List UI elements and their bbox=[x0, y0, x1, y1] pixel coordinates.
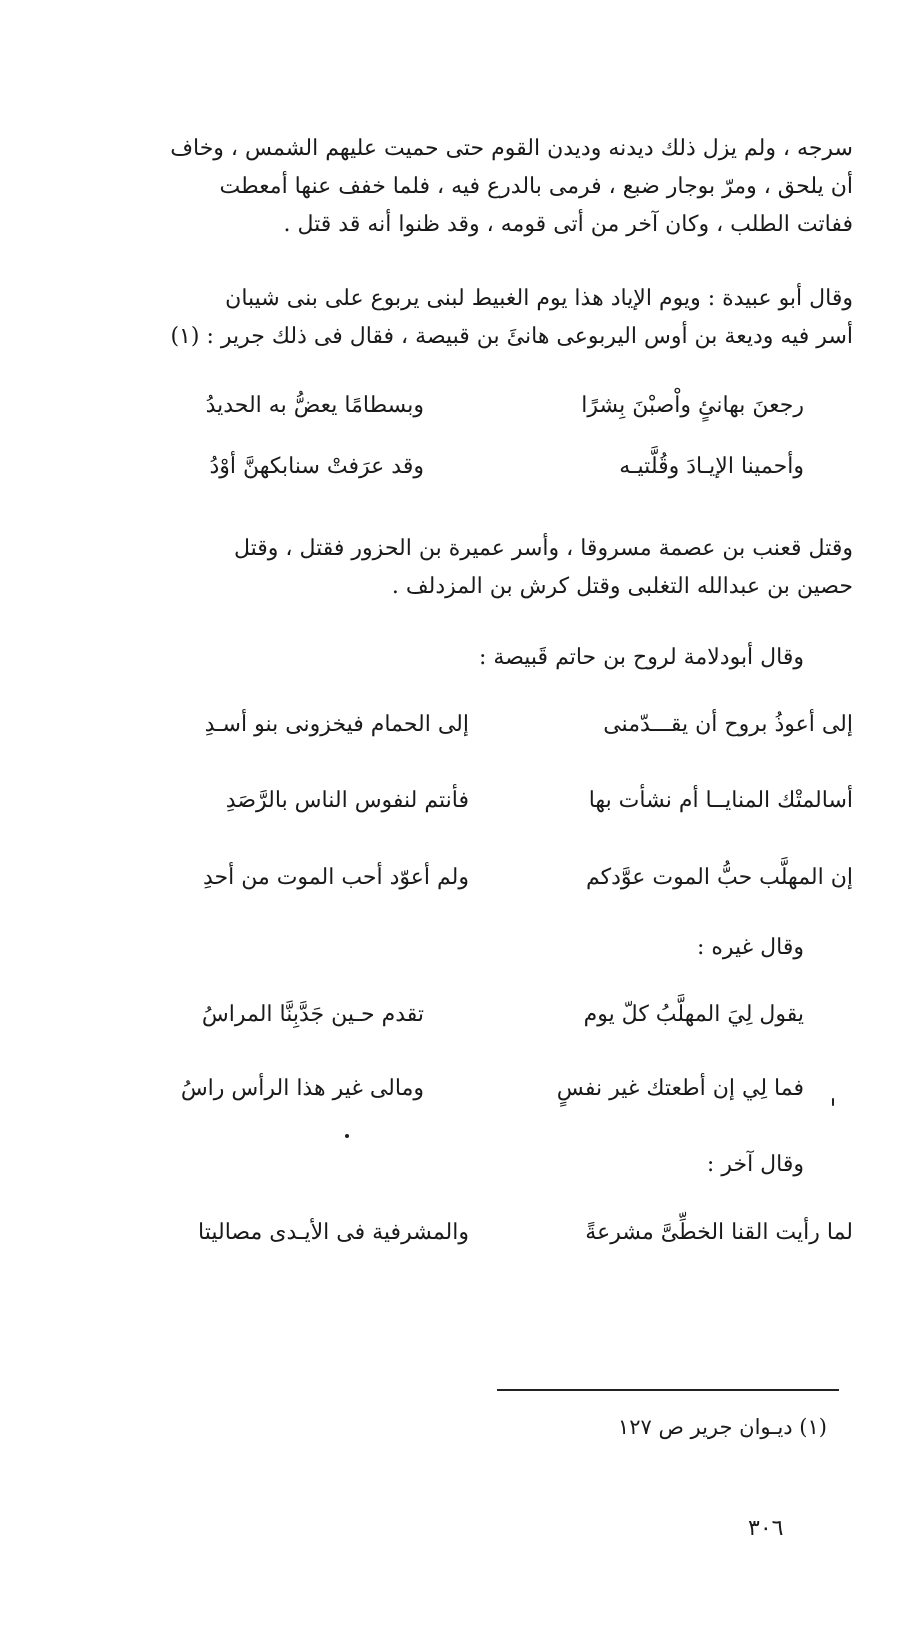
text-line: سرجه ، ولم يزل ذلك ديدنه وديدن القوم حتى حميت عليهم الشمس ، وخاف bbox=[170, 136, 853, 161]
verse-hemistich-second: وقد عرَفتْ سنابكهنَّ أوْدُ bbox=[209, 454, 424, 479]
verse-hemistich-first: إن المهلَّب حبُّ الموت عوَّدكم bbox=[585, 865, 853, 890]
verse-hemistich-second: فأنتم لنفوس الناس بالرَّصَدِ bbox=[225, 788, 469, 813]
verse-hemistich-second: تقدم حـين جَدَّبِنَّا المراسُ bbox=[201, 1002, 424, 1027]
verse-hemistich-second: والمشرفية فى الأيـدى مصاليتا bbox=[198, 1220, 469, 1245]
verse-line bbox=[0, 788, 909, 828]
verse-hemistich-first: إلى أعوذُ بروح أن يقـــدّمنى bbox=[603, 712, 853, 737]
verse-hemistich-second: ولم أعوّد أحب الموت من أحدِ bbox=[202, 865, 469, 890]
text-line: أسر فيه وديعة بن أوس اليربوعى هانئَ بن قبيصة ، فقال فى ذلك جرير : (١) bbox=[170, 324, 853, 349]
verse-line bbox=[0, 712, 909, 752]
page-number: ٣٠٦ bbox=[748, 1516, 784, 1541]
verse-hemistich-first: وأحمينا الإيـادَ وقُلَّتيـه bbox=[619, 454, 804, 479]
verse-line bbox=[0, 1002, 909, 1042]
paragraph-1 bbox=[78, 130, 853, 244]
ink-dot bbox=[345, 1134, 349, 1138]
verse-line bbox=[0, 393, 909, 433]
text-line: حصين بن عبدالله التغلبى وقتل كرش بن المزدلف . bbox=[391, 574, 853, 599]
paragraph-3 bbox=[78, 530, 853, 606]
text-line: ففاتت الطلب ، وكان آخر من أتى قومه ، وقد ظنوا أنه قد قتل . bbox=[283, 212, 853, 237]
verse-line bbox=[0, 865, 909, 905]
poem-intro: وقال أبودلامة لروح بن حاتم قَبيصة : bbox=[479, 645, 804, 670]
text-line: وقال أبو عبيدة : ويوم الإياد هذا يوم الغبيط لبنى يربوع على بنى شيبان bbox=[225, 286, 853, 311]
text-line: وقتل قعنب بن عصمة مسروقا ، وأسر عميرة بن الحزور فقتل ، وقتل bbox=[233, 536, 853, 561]
paragraph-2 bbox=[78, 280, 853, 356]
poem-intro: وقال غيره : bbox=[696, 935, 804, 960]
footnote-separator bbox=[497, 1389, 839, 1391]
verse-hemistich-first: رجعنَ بهانئٍ واْصبْنَ بِشرًا bbox=[581, 393, 804, 418]
verse-line bbox=[0, 1220, 909, 1260]
verse-hemistich-second: ومالى غير هذا الرأس راسُ bbox=[180, 1076, 424, 1101]
verse-line bbox=[0, 1076, 909, 1116]
poem-intro: وقال آخر : bbox=[706, 1152, 804, 1177]
verse-hemistich-first: لما رأيت القنا الخطِّىَّ مشرعةً bbox=[585, 1220, 853, 1245]
verse-hemistich-first: فما لِي إن أطعتك غير نفسٍ bbox=[556, 1076, 804, 1101]
text-line: أن يلحق ، ومرّ بوجار ضبع ، فرمى بالدرع فيه ، فلما خفف عنها أمعطت bbox=[219, 174, 853, 199]
verse-line bbox=[0, 454, 909, 494]
ink-mark bbox=[832, 1098, 834, 1106]
verse-hemistich-first: يقول لِيَ المهلَّبُ كلّ يوم bbox=[583, 1002, 804, 1027]
verse-hemistich-first: أسالمتْك المنايــا أم نشأت بها bbox=[588, 788, 853, 813]
verse-hemistich-second: إلى الحمام فيخزونى بنو أسـدِ bbox=[204, 712, 469, 737]
verse-hemistich-second: وبسطامًا يعضُّ به الحديدُ bbox=[205, 393, 424, 418]
footnote: (١) ديـوان جرير ص ١٢٧ bbox=[617, 1415, 827, 1439]
